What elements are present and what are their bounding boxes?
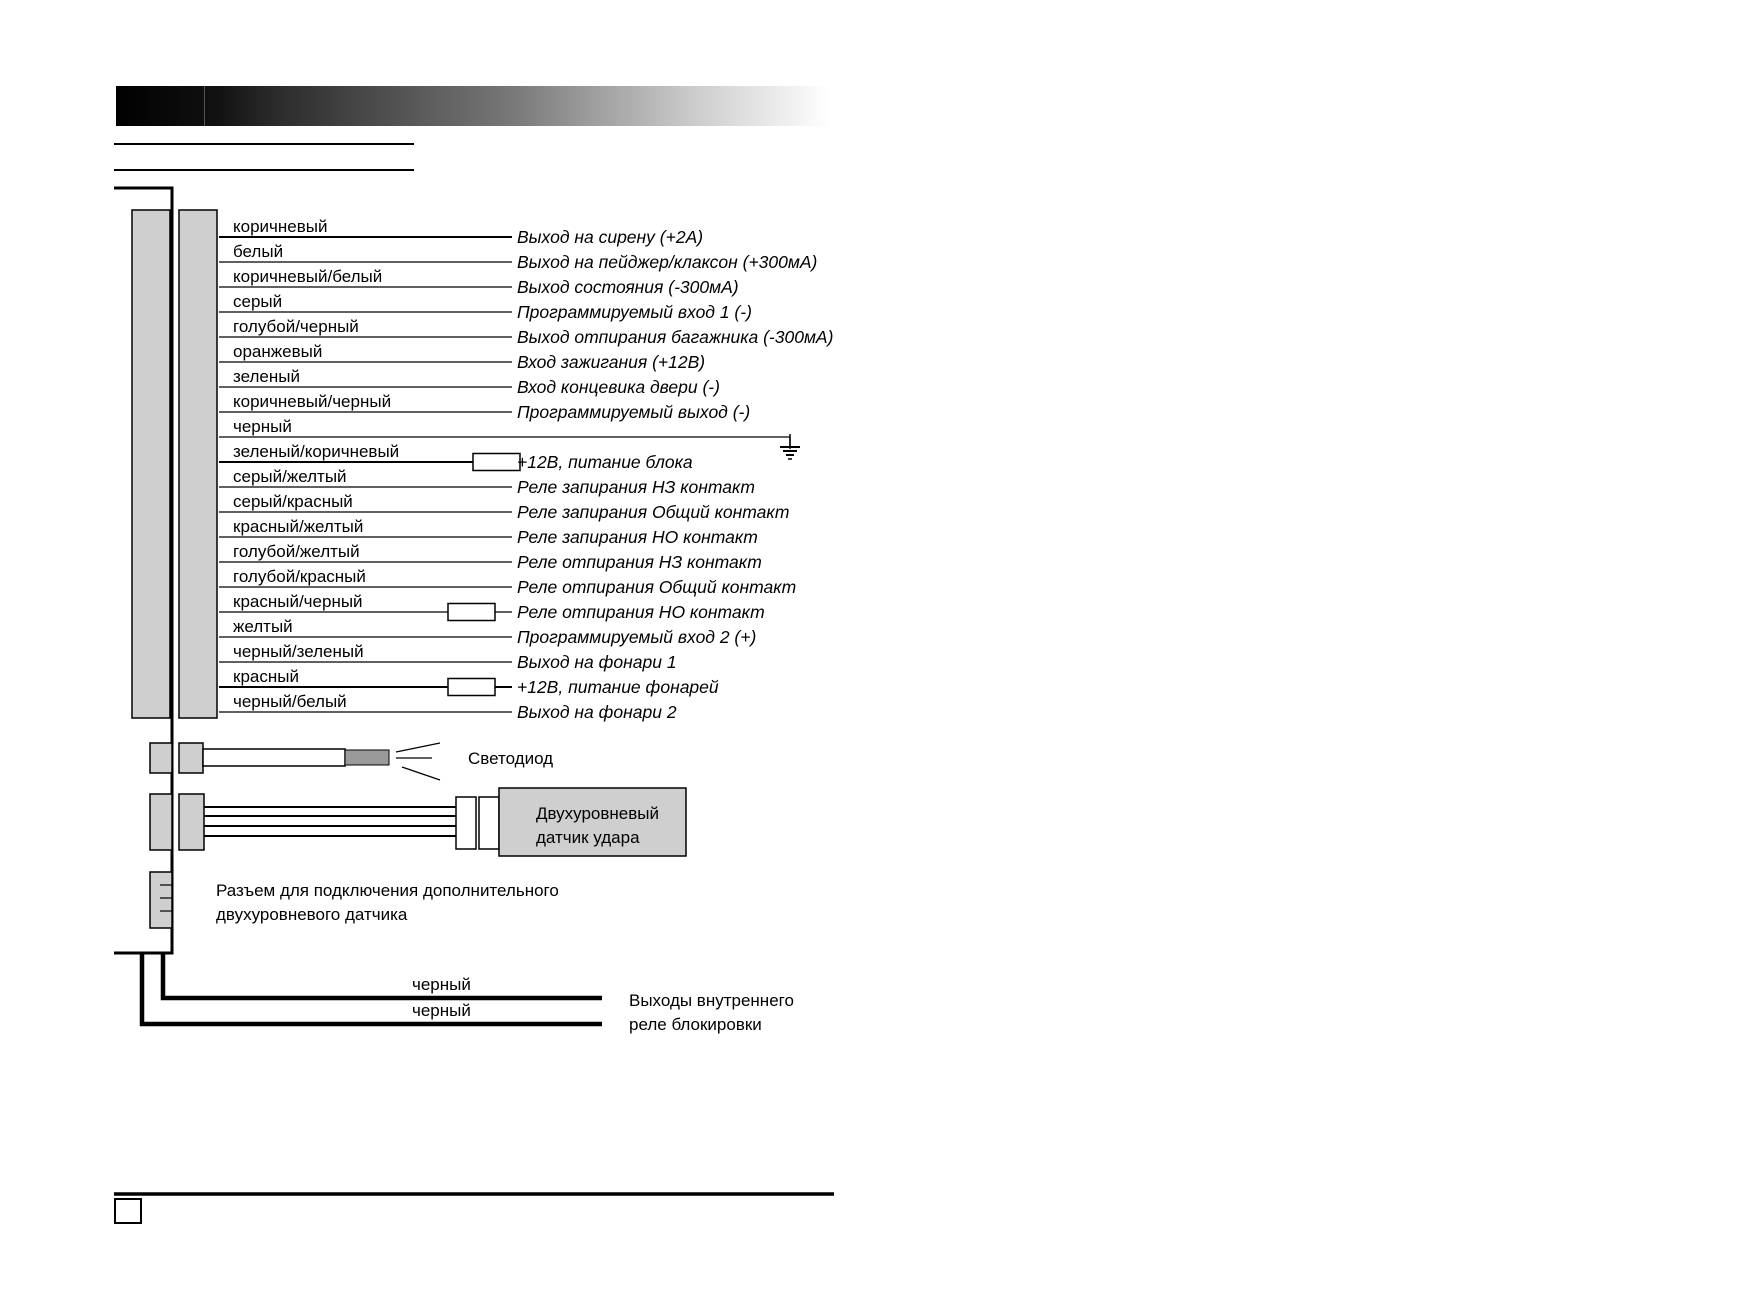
ground-icon	[780, 434, 800, 459]
wire-color-label: голубой/черный	[233, 317, 359, 336]
led-connector	[150, 743, 440, 780]
wire-color-label: черный/зеленый	[233, 642, 364, 661]
wire-function-label: Выход на фонари 2	[517, 702, 677, 722]
wire-function-label: Выход состояния (-300мА)	[517, 277, 739, 297]
extra-connector-line2: двухуровневого датчика	[216, 905, 408, 924]
wire-color-label: зеленый	[233, 367, 300, 386]
wire-color-label: зеленый/коричневый	[233, 442, 400, 461]
relay-desc-line2: реле блокировки	[629, 1015, 762, 1034]
led-ray-icon	[402, 767, 440, 780]
main-connector-plug	[179, 210, 217, 718]
wire-function-label: Программируемый выход (-)	[517, 402, 751, 422]
led-label: Светодиод	[468, 749, 554, 768]
wire-function-label: +12В, питание фонарей	[517, 677, 719, 697]
wire-color-label: черный	[233, 417, 292, 436]
wire-color-label: коричневый	[233, 217, 328, 236]
wire-color-label: красный/желтый	[233, 517, 364, 536]
wire-group	[219, 217, 833, 722]
wire-color-label: серый/красный	[233, 492, 353, 511]
wire-function-label: Реле отпирания Общий контакт	[517, 577, 797, 597]
extra-connector-line1: Разъем для подключения дополнительного	[216, 881, 559, 900]
relay-desc-line1: Выходы внутреннего	[629, 991, 794, 1010]
wire-color-label: черный/белый	[233, 692, 347, 711]
wire-function-label: Реле запирания Общий контакт	[517, 502, 790, 522]
relay-wire-bottom	[142, 953, 602, 1024]
wire-function-label: Реле запирания НО контакт	[517, 527, 758, 547]
wire-color-label: желтый	[233, 617, 293, 636]
wire-function-label: Реле запирания НЗ контакт	[517, 477, 755, 497]
page-number-box	[114, 1198, 142, 1224]
wire-function-label: Программируемый вход 2 (+)	[517, 627, 757, 647]
relay-wire-top	[163, 953, 602, 998]
wire-function-label: Реле отпирания НО контакт	[517, 602, 765, 622]
wire-color-label: голубой/желтый	[233, 542, 360, 561]
wire-color-label: красный	[233, 667, 299, 686]
wire-function-label: Реле отпирания НЗ контакт	[517, 552, 762, 572]
relay-wire-bottom-label: черный	[412, 1001, 471, 1020]
wire-color-label: коричневый/белый	[233, 267, 383, 286]
led-ray-icon	[396, 743, 440, 752]
wire-function-label: Вход зажигания (+12В)	[517, 352, 706, 372]
extra-sensor-connector	[150, 872, 172, 928]
wire-function-label: Выход на фонари 1	[517, 652, 677, 672]
fuse-icon	[448, 679, 495, 696]
wire-color-label: коричневый/черный	[233, 392, 392, 411]
wire-color-label: серый	[233, 292, 283, 311]
wire-function-label: +12В, питание блока	[517, 452, 693, 472]
wire-function-label: Выход отпирания багажника (-300мА)	[517, 327, 834, 347]
wire-function-label: Выход на сирену (+2А)	[517, 227, 704, 247]
wire-color-label: голубой/красный	[233, 567, 366, 586]
wire-color-label: белый	[233, 242, 284, 261]
shock-sensor-line1: Двухуровневый	[536, 804, 660, 823]
shock-sensor-line2: датчик удара	[536, 828, 640, 847]
wire-function-label: Программируемый вход 1 (-)	[517, 302, 752, 322]
wire-function-label: Выход на пейджер/клаксон (+300мА)	[517, 252, 818, 272]
wire-color-label: оранжевый	[233, 342, 323, 361]
wire-function-label: Вход концевика двери (-)	[517, 377, 720, 397]
main-connector-socket	[132, 210, 170, 718]
fuse-icon	[448, 604, 495, 621]
fuse-icon	[473, 454, 520, 471]
wire-color-label: серый/желтый	[233, 467, 347, 486]
relay-wire-top-label: черный	[412, 975, 471, 994]
wire-color-label: красный/черный	[233, 592, 363, 611]
